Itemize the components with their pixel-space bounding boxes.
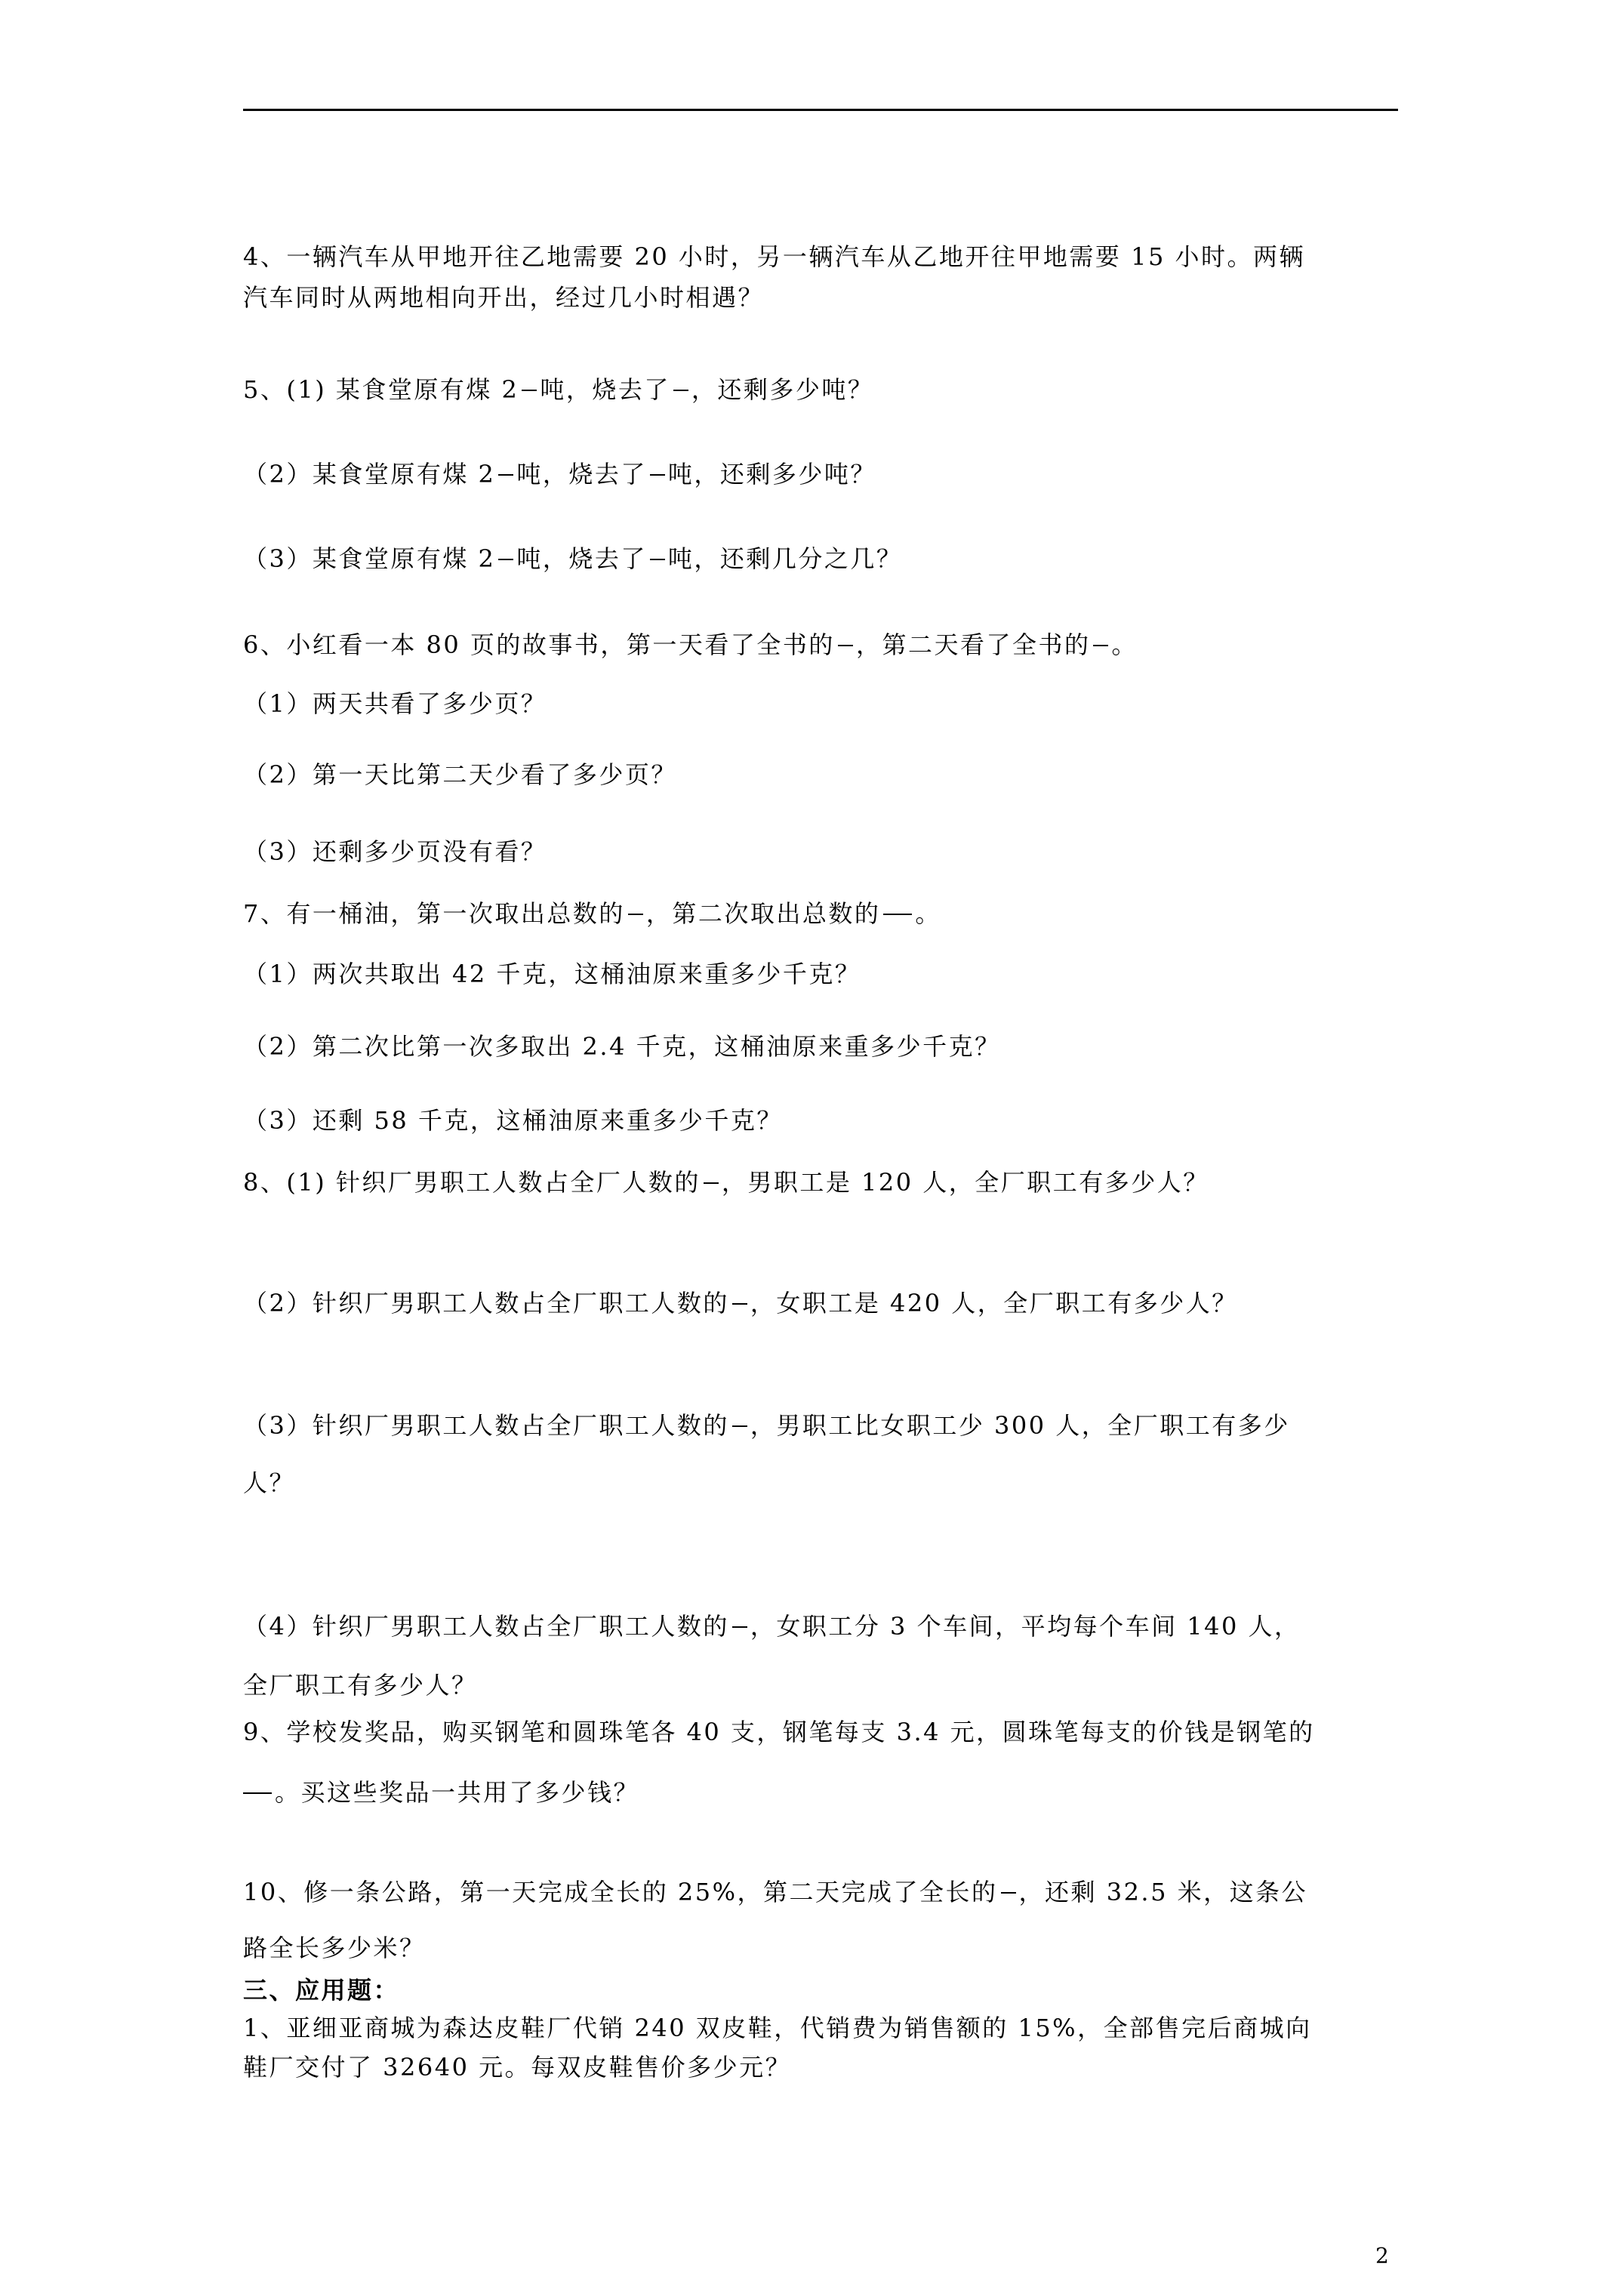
- problem-6-2: （2）第一天比第二天少看了多少页？: [243, 760, 677, 789]
- problem-8-2-text-b: ，女职工是 420 人，全厂职工有多少人？: [750, 1289, 1238, 1318]
- fraction-blank: [732, 1425, 747, 1427]
- problem-5-1-text-a: 5、(1) 某食堂原有煤 2: [243, 375, 519, 404]
- problem-6-text-a: 6、小红看一本 80 页的故事书，第一天看了全书的: [243, 630, 835, 659]
- section-3-q1-line-2: 鞋厂交付了 32640 元。每双皮鞋售价多少元？: [243, 2053, 792, 2082]
- problem-7-text-c: 。: [915, 899, 941, 928]
- fraction-blank: [732, 1626, 747, 1628]
- problem-6: [243, 630, 1138, 660]
- header-rule: [243, 109, 1398, 111]
- problem-10-line-2: 路全长多少米？: [243, 1934, 426, 1962]
- problem-10-line-1: [243, 1877, 1307, 1907]
- problem-8-3-text-a: （3）针织厂男职工人数占全厂职工人数的: [243, 1411, 729, 1440]
- problem-5-3-text-b: 吨，烧去了: [516, 544, 647, 573]
- problem-9-line-2: [243, 1777, 639, 1808]
- problem-9-text-b: 。买这些奖品一共用了多少钱？: [275, 1778, 640, 1807]
- problem-7: [243, 898, 941, 929]
- section-3-heading: 三、应用题：: [243, 1976, 400, 2005]
- problem-5-3-text-a: （3）某食堂原有煤 2: [243, 544, 496, 573]
- problem-5-3-text-c: 吨，还剩几分之几？: [667, 544, 903, 573]
- problem-9-line-1: 9、学校发奖品，购买钢笔和圆珠笔各 40 支，钢笔每支 3.4 元，圆珠笔每支的价钱是钢笔的: [243, 1718, 1315, 1746]
- problem-6-text-c: 。: [1111, 630, 1138, 659]
- problem-7-text-a: 7、有一桶油，第一次取出总数的: [243, 899, 625, 928]
- fraction-blank: [673, 390, 688, 391]
- problem-6-3: （3）还剩多少页没有看？: [243, 837, 547, 866]
- problem-8-1: [243, 1167, 1209, 1197]
- problem-5-2-text-c: 吨，还剩多少吨？: [667, 460, 876, 488]
- problem-7-2: （2）第二次比第一次多取出 2.4 千克，这桶油原来重多少千克？: [243, 1032, 1001, 1061]
- fraction-blank: [1093, 645, 1108, 646]
- problem-7-1: （1）两次共取出 42 千克，这桶油原来重多少千克？: [243, 960, 861, 988]
- problem-7-3: （3）还剩 58 千克，这桶油原来重多少千克？: [243, 1106, 783, 1135]
- fraction-blank: [704, 1182, 719, 1184]
- fraction-blank: [628, 914, 643, 915]
- fraction-blank: [1001, 1892, 1016, 1894]
- fraction-blank: [243, 1792, 272, 1794]
- problem-8-3-cont: 人？: [243, 1469, 296, 1497]
- problem-8-4: [243, 1611, 1301, 1641]
- fraction-blank: [732, 1303, 747, 1305]
- fraction-blank: [838, 645, 853, 646]
- fraction-blank: [650, 559, 665, 560]
- fraction-blank: [498, 474, 513, 476]
- problem-8-1-text-b: ，男职工是 120 人，全厂职工有多少人？: [721, 1168, 1209, 1197]
- problem-7-text-b: ，第二次取出总数的: [645, 899, 881, 928]
- problem-4-line-2: 汽车同时从两地相向开出，经过几小时相遇？: [243, 283, 765, 312]
- problem-8-2: [243, 1288, 1238, 1318]
- page-number: 2: [1375, 2243, 1389, 2268]
- problem-5-1-text-c: ，还剩多少吨？: [691, 375, 874, 404]
- problem-8-4-cont: 全厂职工有多少人？: [243, 1671, 478, 1700]
- problem-10-text-b: ，还剩 32.5 米，这条公: [1018, 1878, 1308, 1906]
- section-3-q1-line-1: 1、亚细亚商城为森达皮鞋厂代销 240 双皮鞋，代销费为销售额的 15%，全部售完后商城向: [243, 2014, 1312, 2042]
- problem-6-1: （1）两天共看了多少页？: [243, 689, 547, 718]
- problem-5-2-text-b: 吨，烧去了: [516, 460, 647, 488]
- problem-8-4-text-a: （4）针织厂男职工人数占全厂职工人数的: [243, 1612, 729, 1641]
- problem-6-text-b: ，第二天看了全书的: [855, 630, 1091, 659]
- problem-8-2-text-a: （2）针织厂男职工人数占全厂职工人数的: [243, 1289, 729, 1318]
- problem-5-1-text-b: 吨，烧去了: [540, 375, 670, 404]
- problem-5-3: [243, 544, 902, 574]
- problem-8-3: [243, 1410, 1290, 1441]
- fraction-blank: [498, 559, 513, 560]
- problem-5-2-text-a: （2）某食堂原有煤 2: [243, 460, 496, 488]
- problem-5-1: [243, 374, 873, 405]
- problem-8-4-text-b: ，女职工分 3 个车间，平均每个车间 140 人，: [750, 1612, 1301, 1641]
- problem-8-3-text-b: ，男职工比女职工少 300 人，全厂职工有多少: [750, 1411, 1290, 1440]
- fraction-blank: [650, 474, 665, 476]
- fraction-blank: [522, 390, 537, 391]
- problem-10-text-a: 10、修一条公路，第一天完成全长的 25%，第二天完成了全长的: [243, 1878, 998, 1906]
- fraction-blank: [883, 914, 912, 915]
- problem-5-2: [243, 459, 876, 489]
- problem-4-line-1: 4、一辆汽车从甲地开往乙地需要 20 小时，另一辆汽车从乙地开往甲地需要 15 小时。两辆: [243, 242, 1305, 271]
- problem-8-1-text-a: 8、(1) 针织厂男职工人数占全厂人数的: [243, 1168, 701, 1197]
